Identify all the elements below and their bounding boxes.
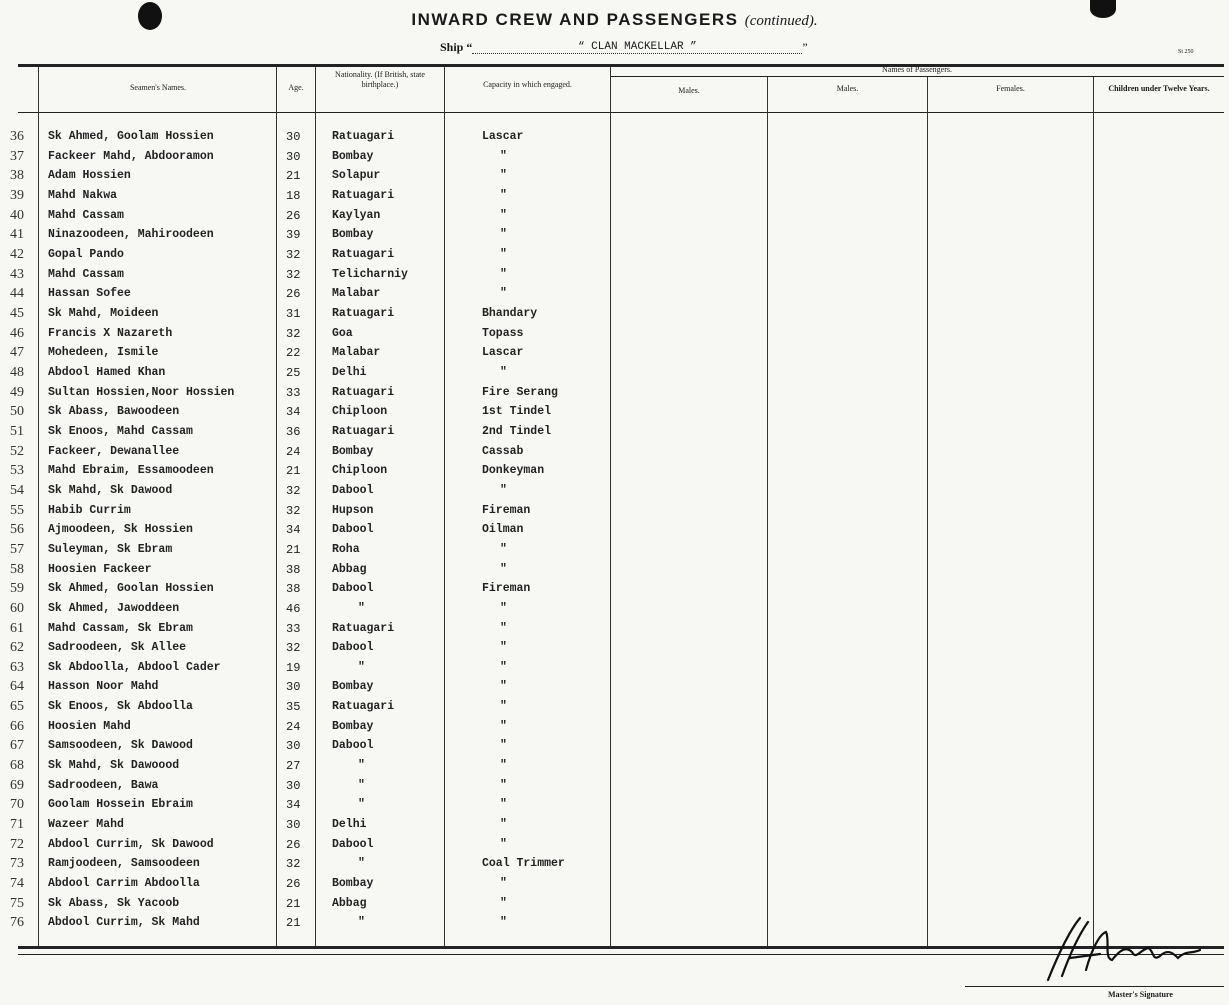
row-number: 52 <box>10 444 24 459</box>
seaman-age: 25 <box>286 366 301 380</box>
seaman-name: Sk Mahd, Sk Dawood <box>48 484 173 497</box>
seaman-name: Suleyman, Sk Ebram <box>48 543 173 556</box>
seaman-capacity: Coal Trimmer <box>482 857 565 870</box>
table-row <box>0 169 1229 188</box>
seaman-nationality: Dabool <box>332 484 374 497</box>
seaman-name: Fackeer Mahd, Abdooramon <box>48 150 214 163</box>
seaman-age: 30 <box>286 130 301 144</box>
seaman-name: Wazeer Mahd <box>48 818 124 831</box>
seaman-age: 36 <box>286 425 301 439</box>
seaman-nationality: " <box>358 779 365 792</box>
seaman-capacity: " <box>500 169 507 182</box>
row-number: 37 <box>10 149 24 164</box>
seaman-capacity: Fire Serang <box>482 386 558 399</box>
seaman-capacity: " <box>500 150 507 163</box>
seaman-age: 32 <box>286 484 301 498</box>
table-row <box>0 307 1229 326</box>
seaman-name: Sk Abass, Sk Yacoob <box>48 897 180 910</box>
seaman-nationality: Dabool <box>332 582 374 595</box>
page-title <box>0 10 1229 30</box>
row-number: 54 <box>10 483 24 498</box>
seaman-name: Goolam Hossein Ebraim <box>48 798 193 811</box>
seaman-age: 34 <box>286 798 301 812</box>
row-number: 42 <box>10 247 24 262</box>
table-row <box>0 425 1229 444</box>
table-row <box>0 386 1229 405</box>
seaman-nationality: " <box>358 759 365 772</box>
seaman-age: 18 <box>286 189 301 203</box>
table-row <box>0 189 1229 208</box>
seaman-nationality: Malabar <box>332 287 381 300</box>
master-signature <box>1040 910 1210 985</box>
seaman-capacity: Fireman <box>482 582 531 595</box>
seaman-nationality: Bombay <box>332 150 374 163</box>
seaman-name: Mahd Cassam <box>48 209 124 222</box>
seaman-age: 46 <box>286 602 301 616</box>
seaman-name: Hasson Noor Mahd <box>48 680 159 693</box>
seaman-nationality: Hupson <box>332 504 374 517</box>
seaman-capacity: Lascar <box>482 130 524 143</box>
seaman-name: Sadroodeen, Bawa <box>48 779 159 792</box>
seaman-nationality: Roha <box>332 543 360 556</box>
seaman-age: 21 <box>286 464 301 478</box>
header-males-1: Males. <box>678 86 700 95</box>
row-number: 46 <box>10 326 24 341</box>
seaman-nationality: Bombay <box>332 680 374 693</box>
seaman-nationality: Chiploon <box>332 405 388 418</box>
table-row <box>0 720 1229 739</box>
seaman-age: 38 <box>286 582 301 596</box>
ship-line <box>440 40 808 56</box>
header-children: Children under Twelve Years. <box>1108 84 1210 93</box>
row-number: 45 <box>10 306 24 321</box>
seaman-name: Mahd Nakwa <box>48 189 118 202</box>
table-row <box>0 563 1229 582</box>
seaman-capacity: " <box>500 818 507 831</box>
seaman-name: Mahd Cassam, Sk Ebram <box>48 622 193 635</box>
seaman-capacity: " <box>500 189 507 202</box>
seaman-capacity: Donkeyman <box>482 464 545 477</box>
table-row <box>0 798 1229 817</box>
seaman-nationality: Ratuagari <box>332 700 395 713</box>
seaman-nationality: Dabool <box>332 641 374 654</box>
header-passengers: Names of Passengers. <box>882 65 952 74</box>
seaman-capacity: " <box>500 838 507 851</box>
seaman-nationality: Malabar <box>332 346 381 359</box>
seaman-nationality: Ratuagari <box>332 307 395 320</box>
seaman-name: Mohedeen, Ismile <box>48 346 159 359</box>
row-number: 53 <box>10 463 24 478</box>
row-number: 66 <box>10 719 24 734</box>
table-row <box>0 700 1229 719</box>
seaman-capacity: Topass <box>482 327 524 340</box>
table-row <box>0 150 1229 169</box>
seaman-nationality: Telicharniy <box>332 268 408 281</box>
seaman-name: Sk Ahmed, Goolan Hossien <box>48 582 214 595</box>
table-row <box>0 504 1229 523</box>
row-number: 50 <box>10 404 24 419</box>
seaman-age: 34 <box>286 523 301 537</box>
seaman-nationality: " <box>358 916 365 929</box>
table-row <box>0 818 1229 837</box>
seaman-capacity: 1st Tindel <box>482 405 552 418</box>
seaman-age: 35 <box>286 700 301 714</box>
seaman-nationality: Bombay <box>332 720 374 733</box>
seaman-nationality: Ratuagari <box>332 386 395 399</box>
signature-label: Master's Signature <box>1108 990 1173 999</box>
table-row <box>0 661 1229 680</box>
seaman-name: Abdool Currim, Sk Dawood <box>48 838 214 851</box>
row-number: 60 <box>10 601 24 616</box>
row-number: 48 <box>10 365 24 380</box>
seaman-nationality: Dabool <box>332 523 374 536</box>
table-row <box>0 877 1229 896</box>
ship-close-quote: ” <box>802 40 808 54</box>
table-row <box>0 857 1229 876</box>
table-row <box>0 739 1229 758</box>
row-number: 64 <box>10 679 24 694</box>
seaman-name: Habib Currim <box>48 504 131 517</box>
seaman-name: Ninazoodeen, Mahiroodeen <box>48 228 214 241</box>
row-number: 65 <box>10 699 24 714</box>
seaman-name: Mahd Cassam <box>48 268 124 281</box>
header-nationality: Nationality. (If British, state birthplace.) <box>335 70 425 89</box>
row-number: 39 <box>10 188 24 203</box>
table-row <box>0 287 1229 306</box>
seaman-age: 19 <box>286 661 301 675</box>
seaman-nationality: " <box>358 798 365 811</box>
seaman-capacity: " <box>500 877 507 890</box>
row-number: 43 <box>10 267 24 282</box>
row-number: 57 <box>10 542 24 557</box>
seaman-age: 26 <box>286 877 301 891</box>
seaman-capacity: Fireman <box>482 504 531 517</box>
seaman-capacity: " <box>500 602 507 615</box>
header-seamen-names: Seamen's Names. <box>129 83 187 92</box>
seaman-capacity: " <box>500 268 507 281</box>
seaman-capacity: " <box>500 366 507 379</box>
seaman-nationality: Bombay <box>332 228 374 241</box>
header-females: Females. <box>996 84 1025 93</box>
seaman-capacity: " <box>500 248 507 261</box>
seaman-age: 32 <box>286 504 301 518</box>
seaman-age: 32 <box>286 248 301 262</box>
seaman-nationality: Abbag <box>332 563 367 576</box>
seaman-capacity: " <box>500 779 507 792</box>
row-number: 51 <box>10 424 24 439</box>
row-number: 75 <box>10 896 24 911</box>
table-row <box>0 622 1229 641</box>
row-number: 70 <box>10 797 24 812</box>
seaman-age: 26 <box>286 209 301 223</box>
table-row <box>0 680 1229 699</box>
seaman-nationality: Ratuagari <box>332 189 395 202</box>
seaman-name: Sk Enoos, Sk Abdoolla <box>48 700 193 713</box>
seaman-capacity: Bhandary <box>482 307 538 320</box>
seaman-name: Sk Enoos, Mahd Cassam <box>48 425 193 438</box>
seaman-name: Sk Mahd, Moideen <box>48 307 159 320</box>
row-number: 40 <box>10 208 24 223</box>
seaman-age: 33 <box>286 622 301 636</box>
row-number: 49 <box>10 385 24 400</box>
seaman-age: 33 <box>286 386 301 400</box>
seaman-name: Sk Ahmed, Goolam Hossien <box>48 130 214 143</box>
seaman-name: Ajmoodeen, Sk Hossien <box>48 523 193 536</box>
passenger-subheader-rule <box>610 76 1224 77</box>
row-number: 68 <box>10 758 24 773</box>
seaman-age: 30 <box>286 818 301 832</box>
form-number: St 250 <box>1178 49 1194 55</box>
seaman-name: Abdool Hamed Khan <box>48 366 166 379</box>
seaman-nationality: Abbag <box>332 897 367 910</box>
table-row <box>0 641 1229 660</box>
seaman-capacity: 2nd Tindel <box>482 425 552 438</box>
seaman-age: 32 <box>286 857 301 871</box>
seaman-name: Ramjoodeen, Samsoodeen <box>48 857 200 870</box>
seaman-age: 30 <box>286 779 301 793</box>
seaman-age: 32 <box>286 641 301 655</box>
row-number: 67 <box>10 738 24 753</box>
seaman-nationality: Bombay <box>332 877 374 890</box>
seaman-nationality: Dabool <box>332 739 374 752</box>
header-bottom-rule <box>18 112 1224 113</box>
seaman-age: 24 <box>286 445 301 459</box>
seaman-age: 31 <box>286 307 301 321</box>
seaman-age: 38 <box>286 563 301 577</box>
table-row <box>0 209 1229 228</box>
seaman-age: 32 <box>286 268 301 282</box>
ship-name: “ CLAN MACKELLAR ” <box>472 41 802 54</box>
row-number: 41 <box>10 227 24 242</box>
seaman-name: Sk Abass, Bawoodeen <box>48 405 180 418</box>
row-number: 73 <box>10 856 24 871</box>
table-row <box>0 838 1229 857</box>
seaman-capacity: Oilman <box>482 523 524 536</box>
seaman-capacity: " <box>500 661 507 674</box>
seaman-capacity: " <box>500 563 507 576</box>
seaman-age: 27 <box>286 759 301 773</box>
row-number: 36 <box>10 129 24 144</box>
seaman-name: Samsoodeen, Sk Dawood <box>48 739 193 752</box>
title-text: INWARD CREW AND PASSENGERS <box>411 10 739 29</box>
seaman-age: 21 <box>286 169 301 183</box>
table-row <box>0 405 1229 424</box>
table-row <box>0 366 1229 385</box>
row-number: 72 <box>10 837 24 852</box>
seaman-capacity: " <box>500 622 507 635</box>
table-row <box>0 779 1229 798</box>
header-age: Age. <box>288 83 304 92</box>
seaman-name: Mahd Ebraim, Essamoodeen <box>48 464 214 477</box>
table-row <box>0 130 1229 149</box>
seaman-capacity: Cassab <box>482 445 524 458</box>
seaman-capacity: " <box>500 700 507 713</box>
row-number: 71 <box>10 817 24 832</box>
seaman-nationality: " <box>358 857 365 870</box>
seaman-age: 26 <box>286 287 301 301</box>
seaman-name: Sadroodeen, Sk Allee <box>48 641 187 654</box>
seaman-name: Sk Mahd, Sk Dawoood <box>48 759 180 772</box>
seaman-capacity: " <box>500 209 507 222</box>
seaman-nationality: " <box>358 602 365 615</box>
row-number: 56 <box>10 522 24 537</box>
seaman-capacity: " <box>500 543 507 556</box>
seaman-name: Hoosien Fackeer <box>48 563 152 576</box>
table-row <box>0 445 1229 464</box>
seaman-name: Abdool Carrim Abdoolla <box>48 877 200 890</box>
row-number: 63 <box>10 660 24 675</box>
row-number: 55 <box>10 503 24 518</box>
table-row <box>0 523 1229 542</box>
row-number: 62 <box>10 640 24 655</box>
table-row <box>0 268 1229 287</box>
table-row <box>0 228 1229 247</box>
seaman-nationality: Delhi <box>332 366 367 379</box>
ship-label: Ship “ <box>440 40 473 54</box>
seaman-nationality: Kaylyan <box>332 209 381 222</box>
seaman-capacity: " <box>500 287 507 300</box>
seaman-capacity: " <box>500 739 507 752</box>
row-number: 44 <box>10 286 24 301</box>
seaman-capacity: " <box>500 798 507 811</box>
table-row <box>0 602 1229 621</box>
seaman-age: 21 <box>286 916 301 930</box>
seaman-nationality: Ratuagari <box>332 130 395 143</box>
seaman-name: Fackeer, Dewanallee <box>48 445 180 458</box>
seaman-capacity: " <box>500 720 507 733</box>
header-capacity: Capacity in which engaged. <box>483 80 572 89</box>
seaman-name: Gopal Pando <box>48 248 124 261</box>
table-row <box>0 543 1229 562</box>
seaman-age: 32 <box>286 327 301 341</box>
seaman-nationality: Ratuagari <box>332 248 395 261</box>
seaman-name: Francis X Nazareth <box>48 327 173 340</box>
seaman-capacity: " <box>500 641 507 654</box>
table-row <box>0 582 1229 601</box>
seaman-nationality: Dabool <box>332 838 374 851</box>
seaman-nationality: Delhi <box>332 818 367 831</box>
table-row <box>0 484 1229 503</box>
seaman-name: Sk Abdoolla, Abdool Cader <box>48 661 221 674</box>
seaman-nationality: Chiploon <box>332 464 388 477</box>
seaman-capacity: " <box>500 484 507 497</box>
seaman-capacity: " <box>500 759 507 772</box>
table-row <box>0 327 1229 346</box>
seaman-capacity: " <box>500 916 507 929</box>
seaman-nationality: " <box>358 661 365 674</box>
seaman-age: 30 <box>286 150 301 164</box>
row-number: 61 <box>10 621 24 636</box>
seaman-age: 34 <box>286 405 301 419</box>
seaman-name: Sk Ahmed, Jawoddeen <box>48 602 180 615</box>
seaman-capacity: " <box>500 228 507 241</box>
header-males-2: Males. <box>836 84 859 93</box>
seaman-nationality: Ratuagari <box>332 425 395 438</box>
seaman-age: 24 <box>286 720 301 734</box>
seaman-age: 21 <box>286 543 301 557</box>
table-row <box>0 346 1229 365</box>
row-number: 58 <box>10 562 24 577</box>
title-continued: (continued). <box>744 13 818 29</box>
seaman-age: 22 <box>286 346 301 360</box>
seaman-age: 30 <box>286 739 301 753</box>
row-number: 38 <box>10 168 24 183</box>
seaman-name: Sultan Hossien,Noor Hossien <box>48 386 235 399</box>
seaman-capacity: Lascar <box>482 346 524 359</box>
seaman-nationality: Ratuagari <box>332 622 395 635</box>
row-number: 47 <box>10 345 24 360</box>
row-number: 76 <box>10 915 24 930</box>
table-row <box>0 759 1229 778</box>
seaman-name: Abdool Currim, Sk Mahd <box>48 916 200 929</box>
table-row <box>0 464 1229 483</box>
seaman-name: Hassan Sofee <box>48 287 131 300</box>
seaman-age: 39 <box>286 228 301 242</box>
seaman-capacity: " <box>500 897 507 910</box>
seaman-nationality: Solapur <box>332 169 381 182</box>
row-number: 69 <box>10 778 24 793</box>
signature-line <box>965 986 1224 987</box>
row-number: 59 <box>10 581 24 596</box>
seaman-capacity: " <box>500 680 507 693</box>
seaman-age: 26 <box>286 838 301 852</box>
table-row <box>0 248 1229 267</box>
seaman-name: Hoosien Mahd <box>48 720 131 733</box>
seaman-nationality: Goa <box>332 327 353 340</box>
seaman-age: 30 <box>286 680 301 694</box>
seaman-age: 21 <box>286 897 301 911</box>
seaman-name: Adam Hossien <box>48 169 131 182</box>
row-number: 74 <box>10 876 24 891</box>
seaman-nationality: Bombay <box>332 445 374 458</box>
